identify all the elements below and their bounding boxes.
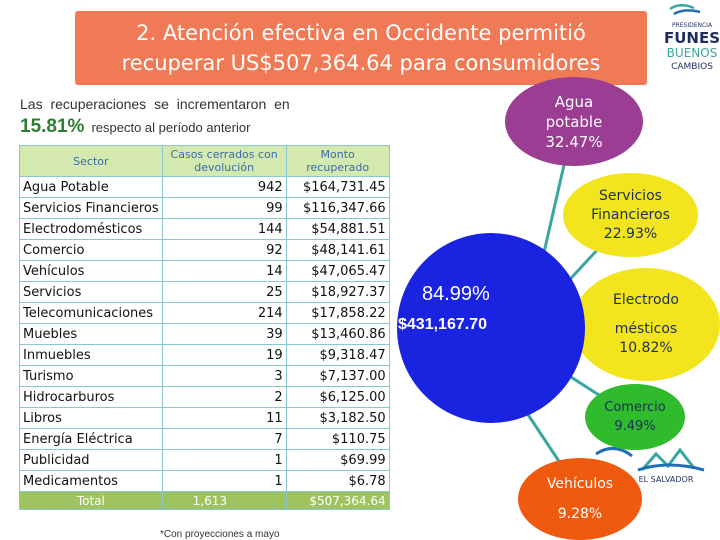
bubble-serv-label-2: Financieros [591, 206, 670, 223]
cell-cases: 39 [162, 324, 286, 345]
cell-amount: $6.78 [286, 471, 389, 492]
cell-amount: $48,141.61 [286, 240, 389, 261]
cell-cases: 14 [162, 261, 286, 282]
bubble-elec-label-2: mésticos [614, 321, 678, 337]
cell-amount: $7,137.00 [286, 366, 389, 387]
cell-cases: 99 [162, 198, 286, 219]
bubble-main-total [397, 233, 585, 423]
bubble-servicios-financieros [563, 173, 698, 257]
bubble-agua-pct: 32.47% [545, 132, 603, 151]
cell-cases: 144 [162, 219, 286, 240]
cell-amount: $69.99 [286, 450, 389, 471]
cell-cases: 214 [162, 303, 286, 324]
cell-cases: 3 [162, 366, 286, 387]
header-sector: Sector [20, 146, 163, 177]
main-amount: $431,167.70 [398, 316, 487, 333]
bubble-electrodomesticos [572, 268, 720, 381]
cell-sector: Libros [20, 408, 163, 429]
subtitle-line-1: Las recuperaciones se incrementaron en [20, 96, 290, 112]
bubble-com-pct: 9.49% [614, 419, 656, 434]
cell-amount: $6,125.00 [286, 387, 389, 408]
cell-sector: Agua Potable [20, 177, 163, 198]
el-salvador-text: EL SALVADOR [638, 475, 694, 484]
header-cases: Casos cerrados con devolución [162, 146, 286, 177]
logo-line-3: CAMBIOS [671, 62, 713, 72]
increase-percent: 15.81% [20, 116, 85, 137]
title-line-1: 2. Atención efectiva en Occidente permitió [136, 21, 586, 45]
cell-amount: $18,927.37 [286, 282, 389, 303]
bubble-elec-label-1: Electrodo [612, 292, 679, 308]
total-cell-sector: Total [20, 492, 163, 510]
cell-sector: Inmuebles [20, 345, 163, 366]
cell-amount: $13,460.86 [286, 324, 389, 345]
cell-sector: Servicios [20, 282, 163, 303]
cell-sector: Vehículos [20, 261, 163, 282]
bubble-serv-label-1: Servicios [599, 187, 662, 204]
bubble-serv-pct: 22.93% [603, 225, 658, 242]
cell-cases: 1 [162, 471, 286, 492]
header-amount: Monto recuperado [286, 146, 389, 177]
footnote: *Con proyecciones a mayo [160, 529, 280, 540]
cell-cases: 1 [162, 450, 286, 471]
bubble-agua-potable [505, 77, 643, 166]
cell-sector: Comercio [20, 240, 163, 261]
bubble-comercio [585, 384, 685, 450]
total-cell-amount: $507,364.64 [286, 492, 389, 510]
cell-amount: $9,318.47 [286, 345, 389, 366]
cell-sector: Energía Eléctrica [20, 429, 163, 450]
cell-sector: Hidrocarburos [20, 387, 163, 408]
cell-cases: 942 [162, 177, 286, 198]
cell-sector: Medicamentos [20, 471, 163, 492]
cell-sector: Turismo [20, 366, 163, 387]
bubble-elec-pct: 10.82% [619, 340, 673, 356]
bubble-agua-label-1: Agua [554, 92, 594, 111]
cell-amount: $3,182.50 [286, 408, 389, 429]
cell-cases: 19 [162, 345, 286, 366]
cell-amount: $110.75 [286, 429, 389, 450]
bubble-veh-pct: 9.28% [557, 506, 603, 522]
bubble-vehiculos [518, 458, 642, 540]
cell-cases: 2 [162, 387, 286, 408]
cell-sector: Electrodomésticos [20, 219, 163, 240]
subtitle-rest: respecto al período anterior [91, 120, 251, 135]
title-line-2: recuperar US$507,364.64 para consumidores [121, 51, 601, 75]
main-pct: 84.99% [422, 283, 490, 305]
cell-sector: Telecomunicaciones [20, 303, 163, 324]
cell-amount: $164,731.45 [286, 177, 389, 198]
cell-cases: 7 [162, 429, 286, 450]
cell-sector: Servicios Financieros [20, 198, 163, 219]
cell-amount: $116,347.66 [286, 198, 389, 219]
cell-amount: $54,881.51 [286, 219, 389, 240]
cell-cases: 25 [162, 282, 286, 303]
bubble-com-label: Comercio [604, 400, 666, 415]
logo-line-2: BUENOS [666, 46, 718, 60]
bubble-veh-label: Vehículos [546, 476, 614, 492]
cell-cases: 92 [162, 240, 286, 261]
logo-small-text: PRESIDENCIA [671, 22, 713, 29]
cell-cases: 11 [162, 408, 286, 429]
logo-name: FUNES [664, 29, 720, 47]
total-cell-cases: 1,613 [162, 492, 286, 510]
cell-amount: $47,065.47 [286, 261, 389, 282]
cell-sector: Publicidad [20, 450, 163, 471]
cell-amount: $17,858.22 [286, 303, 389, 324]
cell-sector: Muebles [20, 324, 163, 345]
bubble-agua-label-2: potable [545, 112, 603, 131]
